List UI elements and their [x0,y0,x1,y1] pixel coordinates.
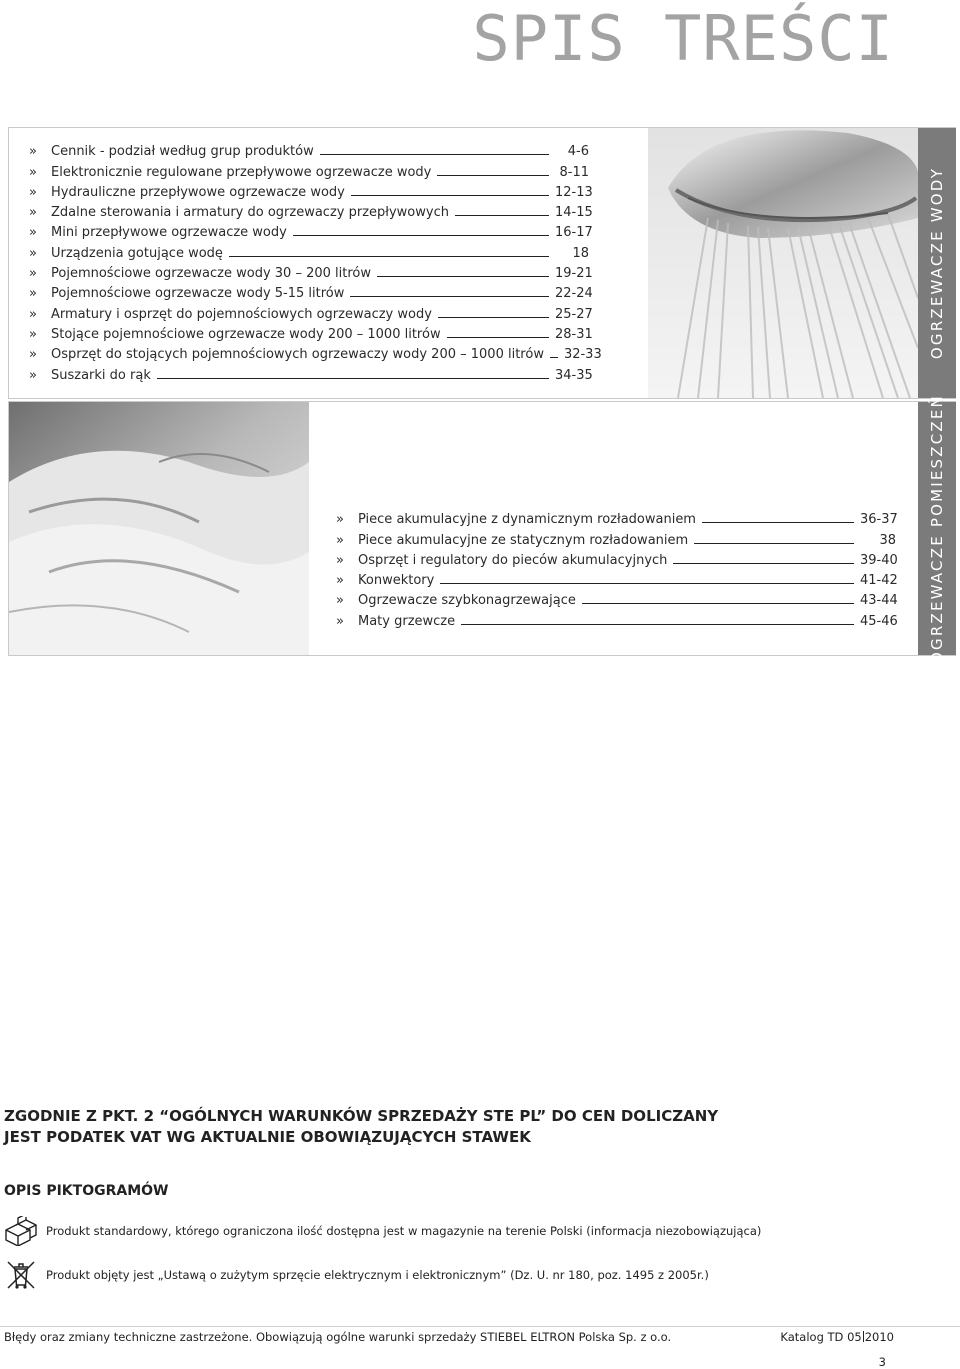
shower-head-photo [648,128,918,398]
pictogram-text: Produkt standardowy, którego ograniczona ilość dostępna jest w magazynie na terenie Polski (informacja niezobowiązująca) [46,1224,762,1238]
leader-line [351,195,549,196]
toc-item-label: Maty grzewcze [358,613,456,629]
toc-item-label: Cennik - podział według grup produktów [51,144,314,160]
toc-item[interactable] [29,240,589,260]
leader-line [377,276,549,277]
toc-item-page: 38 [879,532,896,548]
bullet: » [336,613,344,629]
leader-line [320,154,549,155]
toc-item-page: 28-31 [555,326,593,342]
pictogram-row-standard [4,1216,761,1246]
toc-item-label: Hydrauliczne przepływowe ogrzewacze wody [51,184,345,200]
leader-line [437,175,549,176]
toc-item-page: 32-33 [563,347,602,363]
toc-item[interactable] [336,588,896,608]
leader-line [461,624,854,625]
toc-item-label: Pojemnościowe ogrzewacze wody 5-15 litrów [51,286,345,302]
toc-item-label: Pojemnościowe ogrzewacze wody 30 – 200 litrów [51,266,371,282]
bullet: » [29,205,37,221]
bullet: » [336,593,344,609]
toc-item-page: 12-13 [555,184,593,200]
toc-item-label: Suszarki do rąk [51,367,151,383]
toc-item-label: Piece akumulacyjne ze statycznym rozładowaniem [358,532,689,548]
catalog-year: 2010 [864,1330,894,1344]
bullet: » [29,245,37,261]
toc-item-label: Osprzęt i regulatory do pieców akumulacyjnych [358,552,668,568]
toc-item[interactable] [29,139,589,159]
pictogram-text: Produkt objęty jest „Ustawą o zużytym sprzęcie elektrycznym i elektronicznym” (Dz. U. nr 180, poz. 1495 z 2005r.) [46,1268,709,1282]
toc-room-heaters [336,507,896,629]
toc-water-heaters [29,139,602,383]
toc-item-label: Stojące pojemnościowe ogrzewacze wody 200 – 1000 litrów [51,326,441,342]
boxes-icon [4,1216,38,1246]
bullet: » [29,144,37,160]
toc-item-label: Osprzęt do stojących pojemnościowych ogrzewaczy wody 200 – 1000 litrów [51,347,544,363]
leader-line [694,543,854,544]
bullet: » [29,266,37,282]
toc-item-page: 36-37 [860,512,898,528]
bullet: » [29,184,37,200]
footer-disclaimer: Błędy oraz zmiany techniczne zastrzeżone. Obowiązują ogólne warunki sprzedaży STIEBEL ELTRON Polska Sp. z o.o. [4,1330,672,1344]
bullet: » [29,286,37,302]
bullet: » [29,367,37,383]
bullet: » [29,347,37,363]
toc-item[interactable] [336,608,896,628]
toc-item-page: 43-44 [860,593,898,609]
toc-item-page: 39-40 [860,552,898,568]
bullet: » [29,225,37,241]
leader-line [293,235,549,236]
pillow-photo [9,402,309,655]
bullet: » [336,573,344,589]
toc-item-label: Armatury i osprzęt do pojemnościowych ogrzewaczy wody [51,306,432,322]
leader-line [229,256,549,257]
toc-item-page: 4-6 [567,144,589,160]
toc-item[interactable] [29,159,589,179]
leader-line [550,357,558,358]
side-band-water-heaters [918,128,956,398]
toc-item[interactable] [336,527,896,547]
toc-item-page: 41-42 [860,573,898,589]
page-number: 3 [878,1355,886,1369]
toc-item-page: 45-46 [860,613,898,629]
toc-item-label: Urządzenia gotujące wodę [51,245,223,261]
side-label-water-heaters: OGRZEWACZE WODY [928,166,946,360]
toc-item-page: 22-24 [555,286,593,302]
toc-item[interactable] [29,261,593,282]
leader-line [438,317,549,318]
toc-item-page: 34-35 [555,367,593,383]
catalog-separator [863,1331,864,1342]
pictogram-row-weee [4,1258,709,1292]
pictograms-heading: OPIS PIKTOGRAMÓW [4,1183,169,1199]
toc-item[interactable] [29,220,593,241]
vat-notice: ZGODNIE Z PKT. 2 “OGÓLNYCH WARUNKÓW SPRZEDAŻY STE PL” DO CEN DOLICZANY JEST PODATEK VAT WG AKTUALNIE OBOWIĄZUJĄCYCH STAWEK [4,1107,719,1146]
bullet: » [336,512,344,528]
bullet: » [29,164,37,180]
side-band-room-heaters [918,393,956,664]
leader-line [350,296,549,297]
leader-line [673,563,854,564]
toc-item[interactable] [336,568,896,588]
toc-item-label: Elektronicznie regulowane przepływowe ogrzewacze wody [51,164,432,180]
toc-item-label: Piece akumulacyjne z dynamicznym rozładowaniem [358,512,696,528]
toc-item[interactable] [29,362,593,383]
toc-item-page: 16-17 [555,225,593,241]
toc-item[interactable] [29,200,593,221]
toc-item[interactable] [29,322,593,342]
bullet: » [29,306,37,322]
footer-catalog [780,1330,894,1344]
leader-line [157,378,549,379]
toc-item-label: Mini przepływowe ogrzewacze wody [51,225,287,241]
toc-item-page: 8-11 [559,164,589,180]
toc-item[interactable] [29,281,593,302]
toc-item-page: 14-15 [555,205,593,221]
toc-item-label: Zdalne sterowania i armatury do ogrzewaczy przepływowych [51,205,449,221]
toc-item-label: Ogrzewacze szybkonagrzewające [358,593,576,609]
toc-item-page: 25-27 [555,306,593,322]
leader-line [702,522,854,523]
leader-line [440,583,854,584]
crossed-bin-icon [4,1258,38,1292]
leader-line [455,215,549,216]
toc-item-label: Konwektory [358,573,435,589]
leader-line [582,603,854,604]
page-title: SPIS TREŚCI [472,2,894,75]
toc-item[interactable] [336,507,896,527]
bullet: » [336,552,344,568]
toc-item[interactable] [29,301,593,322]
toc-item-page: 19-21 [555,266,593,282]
leader-line [447,337,549,338]
toc-item[interactable] [336,548,896,568]
bullet: » [29,326,37,342]
catalog-name: Katalog TD 05 [780,1330,862,1344]
toc-item[interactable] [29,180,593,200]
bullet: » [336,532,344,548]
side-label-room-heaters: OGRZEWACZE POMIESZCZEŃ [928,393,946,664]
toc-item[interactable] [29,342,602,363]
toc-item-page: 18 [572,245,589,261]
footer-divider [0,1326,960,1327]
